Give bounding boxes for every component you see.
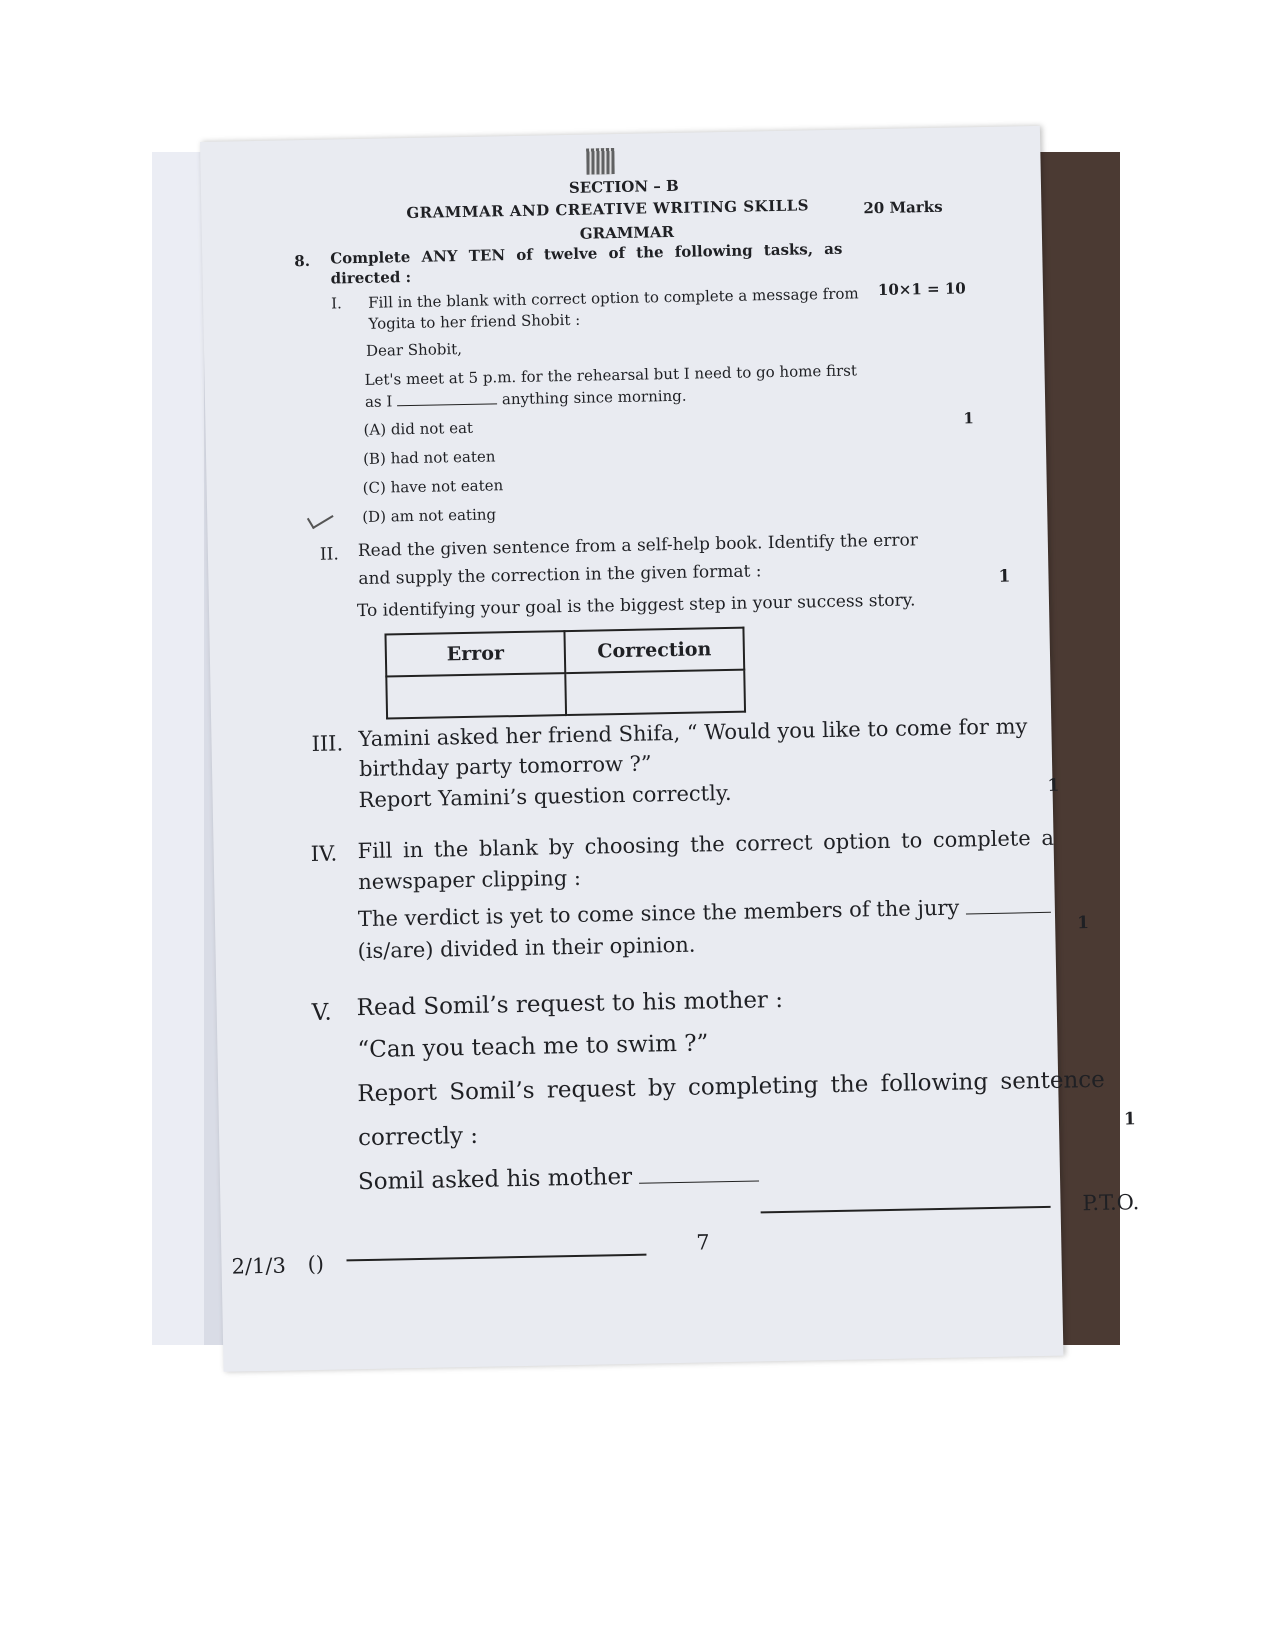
- task-4-line3: [358, 894, 1051, 931]
- task-5-line1: Read Somil’s request to his mother :: [356, 986, 784, 1022]
- task-2-line2: and supply the correction in the given format :: [358, 561, 762, 590]
- task-5-line2: “Can you teach me to swim ?”: [357, 1030, 709, 1064]
- section-marks: 20 Marks: [863, 197, 943, 218]
- task-1-line2: Yogita to her friend Shobit :: [368, 310, 581, 333]
- task-5-line5: [358, 1161, 760, 1195]
- answer-blank: [397, 402, 497, 406]
- answer-blank: [639, 1179, 759, 1183]
- task-4-number: IV.: [310, 841, 338, 867]
- task-2-sentence: To identifying your goal is the biggest step in your success story.: [356, 590, 916, 622]
- task-2-line1: Read the given sentence from a self-help book. Identify the error: [357, 530, 919, 562]
- task-4-mark: 1: [1076, 913, 1090, 934]
- task-1-line1: Fill in the blank with correct option to complete a message from: [367, 284, 859, 312]
- qr-code-icon: [586, 148, 614, 175]
- question-number: 8.: [294, 251, 311, 271]
- error-header: Error: [385, 631, 565, 676]
- answer-blank: [966, 911, 1051, 915]
- task-4-line4: (is/are) divided in their opinion.: [357, 932, 696, 964]
- paper-code-bracket: (): [307, 1251, 325, 1277]
- question-instruction-cont: directed :: [330, 267, 412, 288]
- question-instruction: Complete ANY TEN of twelve of the following tasks, as: [330, 239, 843, 268]
- section-heading: SECTION – B: [568, 176, 679, 197]
- task-1-salutation: Dear Shobit,: [365, 340, 463, 360]
- task-5-line3: Report Somil’s request by completing the following sentence: [357, 1066, 1106, 1108]
- exam-photo: [152, 152, 1140, 1345]
- task-4-line2: newspaper clipping :: [358, 865, 582, 895]
- task-1-body-suffix: anything since morning.: [501, 386, 687, 409]
- correction-header: Correction: [564, 628, 744, 673]
- task-4-line3-text: The verdict is yet to come since the members of the jury: [357, 895, 960, 932]
- exam-paper-sheet: [200, 126, 1140, 1372]
- pto-label: P.T.O.: [1082, 1190, 1140, 1216]
- task-2-number: II.: [319, 544, 339, 565]
- answer-line: [761, 1206, 1051, 1214]
- task-5-mark: 1: [1123, 1109, 1136, 1130]
- task-4-line1: Fill in the blank by choosing the correct option to complete a: [357, 825, 1055, 864]
- task-1-body-line1: Let's meet at 5 p.m. for the rehearsal but I need to go home first: [364, 361, 858, 389]
- task-2-mark: 1: [998, 566, 1011, 587]
- task-5-line4: correctly :: [357, 1122, 479, 1152]
- task-3-line3: Report Yamini’s question correctly.: [358, 780, 732, 813]
- task-3-line1: Yamini asked her friend Shifa, “ Would you like to come for my: [358, 714, 1028, 752]
- option-a: (A) did not eat: [363, 418, 474, 439]
- option-c: (C) have not eaten: [362, 476, 504, 497]
- pen-tick-mark: [307, 506, 334, 529]
- error-correction-table: [384, 627, 746, 720]
- page-number: 7: [695, 1230, 710, 1255]
- task-5-number: V.: [311, 999, 332, 1027]
- error-cell: [386, 673, 566, 718]
- task-1-body-prefix: as I: [364, 392, 393, 411]
- footer-rule-left: [346, 1254, 646, 1262]
- paper-code: 2/1/3: [231, 1253, 287, 1279]
- task-3-number: III.: [311, 731, 344, 756]
- option-b: (B) had not eaten: [362, 447, 496, 468]
- section-title: GRAMMAR AND CREATIVE WRITING SKILLS: [406, 196, 810, 223]
- task-1-body-line2: [365, 387, 687, 411]
- correction-cell: [565, 670, 745, 715]
- task-3-mark: 1: [1047, 775, 1060, 796]
- background-page-edge: [152, 152, 204, 1345]
- task-5-line5-text: Somil asked his mother: [357, 1163, 633, 1196]
- task-1-mark: 1: [963, 409, 975, 428]
- task-3-line2: birthday party tomorrow ?”: [358, 751, 652, 782]
- option-d: (D) am not eating: [362, 505, 497, 526]
- task-1-number: I.: [330, 294, 342, 313]
- question-marks: 10×1 = 10: [877, 279, 966, 300]
- grammar-heading: GRAMMAR: [579, 222, 675, 243]
